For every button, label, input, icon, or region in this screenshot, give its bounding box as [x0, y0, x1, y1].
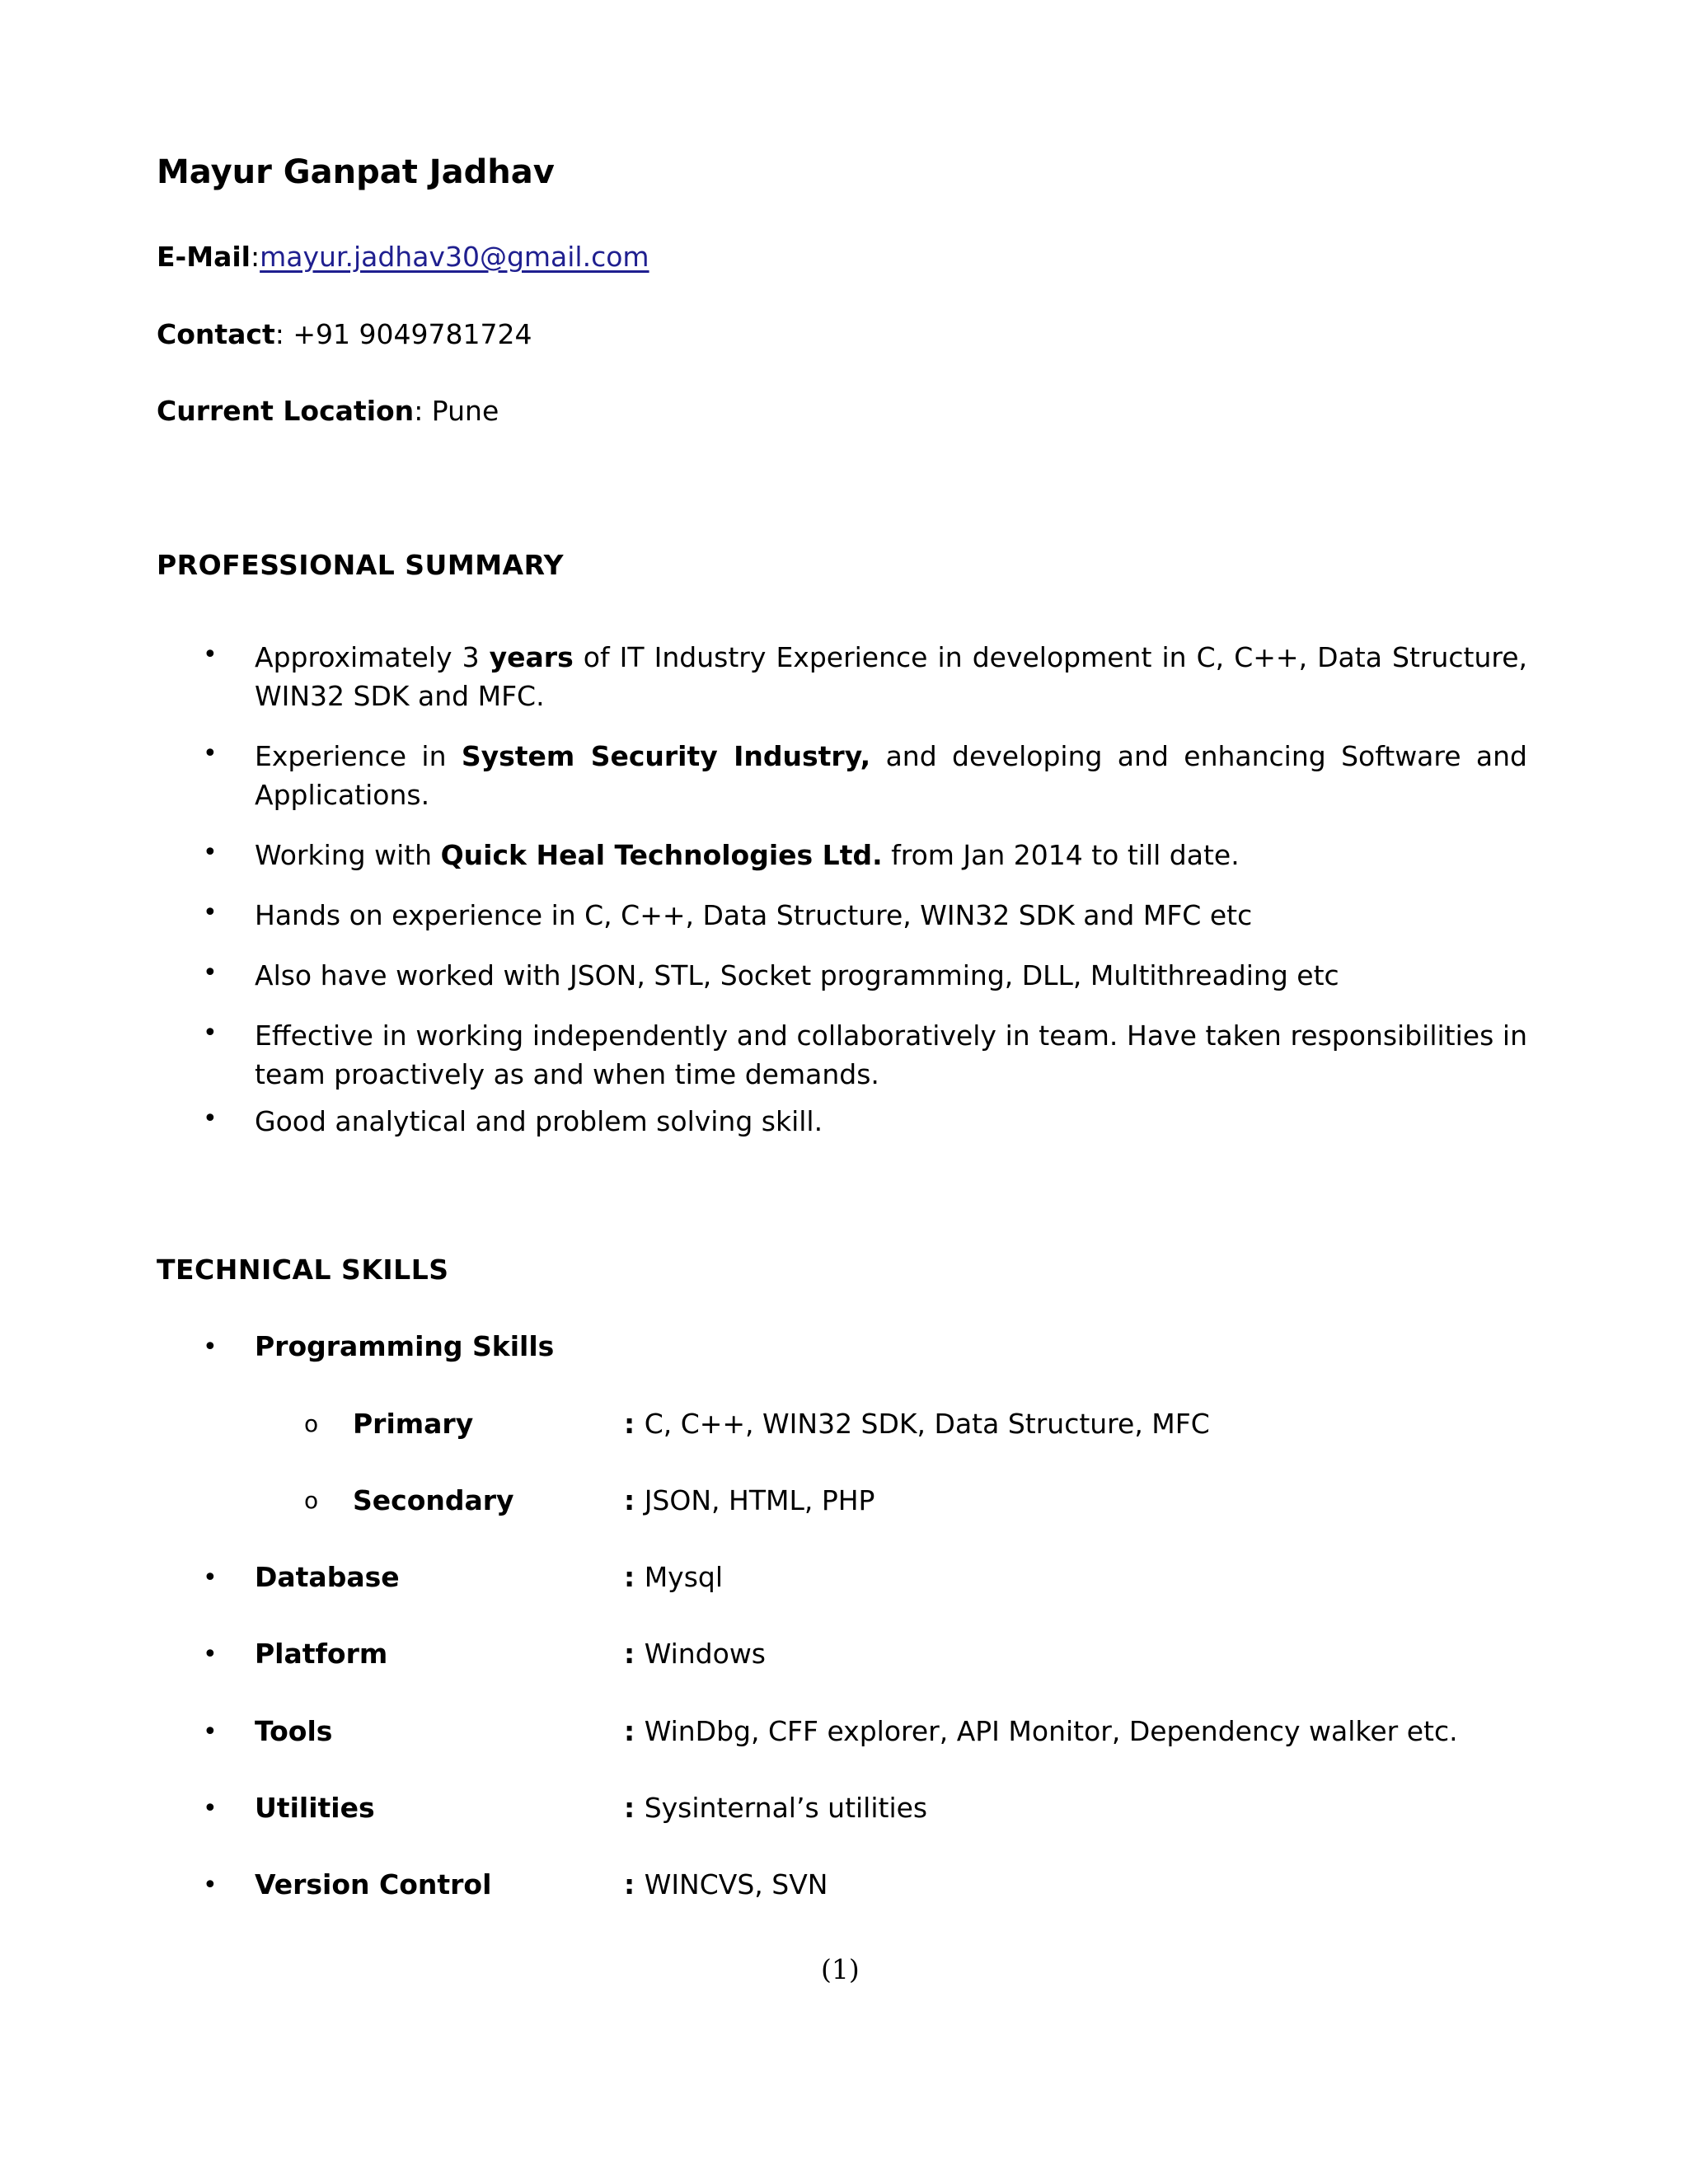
- skill-value-text: WinDbg, CFF explorer, API Monitor, Dependency walker etc.: [644, 1715, 1458, 1747]
- bullet-icon: •: [203, 1794, 218, 1823]
- skill-colon: :: [624, 1792, 645, 1824]
- location-row: [157, 395, 499, 427]
- bullet-icon: •: [203, 1718, 218, 1746]
- skill-label-programming: Programming Skills: [255, 1330, 555, 1362]
- skill-colon: :: [624, 1715, 645, 1747]
- skill-label-utilities: Utilities: [255, 1792, 375, 1824]
- skill-value-database: [624, 1561, 723, 1593]
- skill-value-text: C, C++, WIN32 SDK, Data Structure, MFC: [644, 1408, 1210, 1440]
- skill-value-text: WINCVS, SVN: [644, 1868, 828, 1900]
- contact-label: Contact: [157, 318, 275, 350]
- skill-colon: :: [624, 1561, 645, 1593]
- skill-value-text: Mysql: [644, 1561, 723, 1593]
- summary-item-experience: [255, 638, 1527, 715]
- bullet-icon: •: [203, 958, 218, 987]
- summary-item-bold: System Security Industry,: [461, 740, 871, 772]
- location-label: Current Location: [157, 395, 415, 427]
- professional-summary-heading: PROFESSIONAL SUMMARY: [157, 549, 565, 581]
- summary-item-text: Approximately 3: [255, 641, 490, 673]
- summary-item-teamwork: Effective in working independently and collaboratively in team. Have taken responsibilities in team proactively as and when time demands.: [255, 1019, 1527, 1090]
- contact-value: +91 9049781724: [293, 318, 532, 350]
- skill-value-text: Windows: [644, 1638, 766, 1670]
- skill-label-tools: Tools: [255, 1715, 333, 1747]
- summary-item-also-worked: Also have worked with JSON, STL, Socket programming, DLL, Multithreading etc: [255, 959, 1339, 991]
- skill-value-secondary: [624, 1484, 874, 1516]
- skill-value-primary: [624, 1408, 1210, 1440]
- bullet-icon: •: [203, 1563, 218, 1592]
- skill-colon: :: [624, 1638, 645, 1670]
- skill-label-platform: Platform: [255, 1638, 388, 1670]
- bullet-icon: •: [203, 640, 218, 669]
- skill-label-database: Database: [255, 1561, 400, 1593]
- skill-label-version-control: Version Control: [255, 1868, 492, 1900]
- bullet-icon: •: [203, 1104, 218, 1133]
- bullet-icon: •: [203, 1333, 218, 1361]
- skill-label-secondary: Secondary: [353, 1484, 514, 1516]
- email-link[interactable]: mayur.jadhav30@gmail.com: [260, 241, 649, 273]
- skill-value-utilities: [624, 1792, 927, 1824]
- candidate-name: Mayur Ganpat Jadhav: [157, 153, 555, 191]
- summary-item-text: Experience in: [255, 740, 462, 772]
- summary-item-text: and developing and enhancing Software and Applications.: [255, 740, 1527, 811]
- contact-row: [157, 318, 532, 350]
- summary-item-bold: years: [489, 641, 574, 673]
- email-row: [157, 241, 649, 273]
- location-value: Pune: [431, 395, 499, 427]
- skill-value-text: JSON, HTML, PHP: [644, 1484, 875, 1516]
- contact-separator: :: [274, 318, 293, 350]
- skill-colon: :: [624, 1408, 645, 1440]
- skill-colon: :: [624, 1868, 645, 1900]
- skill-label-primary: Primary: [353, 1408, 474, 1440]
- skill-value-version-control: [624, 1868, 828, 1900]
- page-number: (1): [821, 1953, 860, 1985]
- skill-colon: :: [624, 1484, 645, 1516]
- circle-bullet-icon: o: [304, 1487, 319, 1514]
- email-label: E-Mail: [157, 241, 251, 273]
- bullet-icon: •: [203, 838, 218, 867]
- technical-skills-heading: TECHNICAL SKILLS: [157, 1254, 449, 1286]
- bullet-icon: •: [203, 1019, 218, 1047]
- summary-item-hands-on: Hands on experience in C, C++, Data Structure, WIN32 SDK and MFC etc: [255, 899, 1253, 931]
- summary-item-text: Working with: [255, 839, 441, 871]
- summary-item-text: of IT Industry Experience in development in C, C++, Data Structure, WIN32 SDK and MFC.: [255, 641, 1528, 712]
- summary-item-bold: Quick Heal Technologies Ltd.: [440, 839, 883, 871]
- bullet-icon: •: [203, 898, 218, 927]
- summary-item-analytical: Good analytical and problem solving skill.: [255, 1105, 823, 1137]
- skill-value-platform: [624, 1638, 766, 1670]
- skill-value-text: Sysinternal’s utilities: [644, 1792, 928, 1824]
- bullet-icon: •: [203, 1871, 218, 1900]
- bullet-icon: •: [203, 739, 218, 768]
- email-separator: :: [250, 241, 260, 273]
- circle-bullet-icon: o: [304, 1410, 319, 1437]
- bullet-icon: •: [203, 1640, 218, 1669]
- summary-item-industry: [255, 737, 1527, 814]
- skill-value-tools: [624, 1715, 1458, 1747]
- location-separator: :: [414, 395, 432, 427]
- summary-item-text: from Jan 2014 to till date.: [882, 839, 1240, 871]
- summary-item-employer: [255, 836, 1527, 874]
